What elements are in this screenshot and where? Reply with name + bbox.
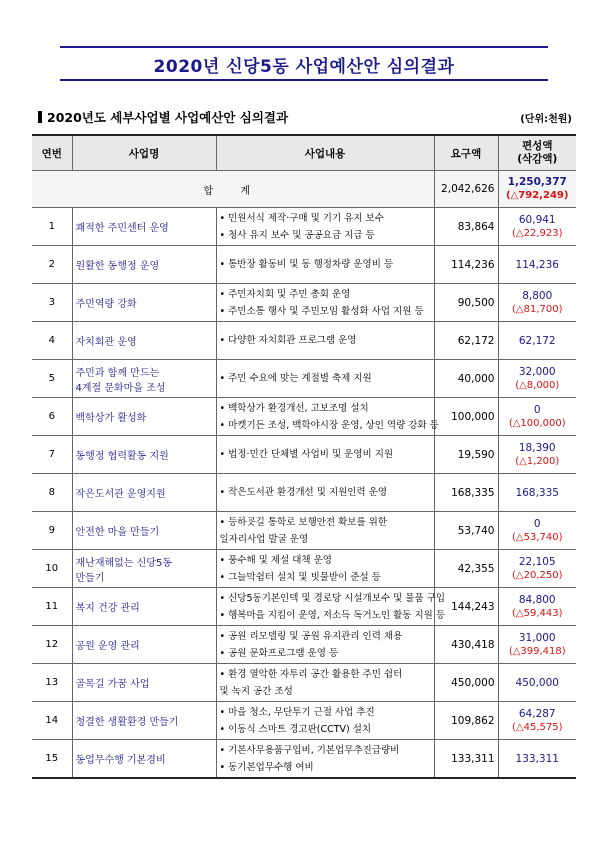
row-content <box>216 474 434 512</box>
row-request: 100,000 <box>434 398 498 436</box>
row-name-line: 자치회관 운영 <box>75 337 137 348</box>
row-content <box>216 436 434 474</box>
table-row <box>32 664 576 702</box>
row-content <box>216 588 446 626</box>
row-content-line: • 주민자치회 및 주민 총회 운영 <box>219 288 351 300</box>
table-row <box>32 360 576 398</box>
row-amount: 22,105 <box>518 555 556 568</box>
row-content <box>216 208 434 246</box>
row-name <box>72 398 216 436</box>
row-amount: 62,172 <box>518 334 556 347</box>
row-amount: 18,390 <box>518 441 556 454</box>
row-name-line: 백학상가 활성화 <box>75 413 147 424</box>
row-name-line: 주민역량 강화 <box>75 299 137 310</box>
header-amount-line1: 편성액 <box>522 140 553 152</box>
row-content-line: • 등하굣길 통학로 보행안전 확보를 위한 <box>219 516 388 528</box>
row-amount-cell <box>498 322 576 360</box>
table-row <box>32 550 576 588</box>
row-content <box>216 702 434 740</box>
row-amount-cell <box>498 398 576 436</box>
row-name-line: 공원 운영 관리 <box>75 641 140 652</box>
row-name <box>72 588 216 626</box>
table-row <box>32 208 576 246</box>
row-name <box>72 512 216 550</box>
row-name <box>72 702 216 740</box>
row-request: 42,355 <box>434 550 498 588</box>
row-request: 133,311 <box>434 740 498 779</box>
row-content-line: • 백학상가 환경개선, 고보조명 설치 <box>219 402 369 414</box>
row-request: 62,172 <box>434 322 498 360</box>
row-content-line: • 민원서식 제작·구매 및 기기 유지 보수 <box>219 212 384 224</box>
header-amount <box>498 135 576 171</box>
row-content-line: • 마켓기든 조성, 백학야시장 운영, 상인 역량 강화 등 <box>219 419 439 431</box>
row-content <box>216 398 439 436</box>
row-cut: (△399,418) <box>508 645 566 657</box>
row-content <box>216 322 434 360</box>
row-name <box>72 626 216 664</box>
row-name-line: 청결한 생활환경 만들기 <box>75 717 179 728</box>
row-content-line: • 동기본업무수행 여비 <box>219 761 314 773</box>
row-cut: (△81,700) <box>512 303 563 315</box>
row-request: 144,243 <box>434 588 498 626</box>
row-amount-cell <box>498 246 576 284</box>
row-amount: 60,941 <box>518 213 556 226</box>
row-content-line: • 작은도서관 환경개선 및 지원인력 운영 <box>219 487 388 498</box>
total-request: 2,042,626 <box>434 171 498 208</box>
row-request: 90,500 <box>434 284 498 322</box>
header-name: 사업명 <box>72 135 216 171</box>
header-content: 사업내용 <box>216 135 434 171</box>
table-row <box>32 740 576 779</box>
row-name-line: 동행정 협력활동 지원 <box>75 451 169 462</box>
row-cut: (△59,443) <box>512 607 563 619</box>
row-content-line: • 신당5동기본인덱 및 경로당 시설개보수 및 물품 구입 <box>219 592 446 604</box>
row-name <box>72 284 216 322</box>
row-request: 19,590 <box>434 436 498 474</box>
row-no: 1 <box>32 208 72 246</box>
page-title: 2020년 신당5동 사업예산안 심의결과 <box>153 57 455 77</box>
row-amount-cell <box>498 360 576 398</box>
row-cut: (△100,000) <box>508 417 566 429</box>
row-content-line: • 다양한 자치회관 프로그램 운영 <box>219 335 357 346</box>
bullet-marker-icon <box>38 111 42 123</box>
table-row <box>32 284 576 322</box>
row-no: 10 <box>32 550 72 588</box>
row-no: 6 <box>32 398 72 436</box>
table-row <box>32 588 576 626</box>
row-amount-cell <box>498 512 576 550</box>
row-amount-cell <box>498 436 576 474</box>
total-amount: 1,250,377 <box>507 176 567 188</box>
table-row <box>32 398 576 436</box>
row-request: 40,000 <box>434 360 498 398</box>
table-row <box>32 474 576 512</box>
row-no: 15 <box>32 740 72 779</box>
row-no: 2 <box>32 246 72 284</box>
row-no: 8 <box>32 474 72 512</box>
row-content-line: • 그늘막쉼터 설치 및 빗물받이 준설 등 <box>219 571 381 583</box>
table-row <box>32 436 576 474</box>
row-name-line: 안전한 마을 만들기 <box>75 527 160 538</box>
table-row <box>32 626 576 664</box>
total-row <box>32 171 576 208</box>
row-name <box>72 322 216 360</box>
header-request: 요구액 <box>434 135 498 171</box>
title-bottom-rule <box>60 79 548 81</box>
row-name <box>72 740 216 779</box>
row-amount: 8,800 <box>522 289 553 302</box>
row-content-line: 일자리사업 발굴 운영 <box>219 533 309 545</box>
row-cut: (△45,575) <box>512 721 563 733</box>
row-no: 14 <box>32 702 72 740</box>
row-amount-cell <box>498 208 576 246</box>
total-amount-cell <box>498 171 576 208</box>
row-name <box>72 474 216 512</box>
row-content <box>216 626 434 664</box>
row-amount: 31,000 <box>518 631 556 644</box>
row-name-line: 복지 건강 관리 <box>75 603 140 614</box>
row-amount-cell <box>498 284 576 322</box>
row-cut: (△53,740) <box>512 531 563 543</box>
title-top-rule <box>60 46 548 48</box>
row-name <box>72 550 216 588</box>
row-name <box>72 664 216 702</box>
row-content-line: • 공원 리모델링 및 공원 유지관리 인력 채용 <box>219 630 403 642</box>
row-cut: (△20,250) <box>512 569 563 581</box>
row-amount-cell <box>498 740 576 779</box>
row-name <box>72 360 216 398</box>
row-amount: 84,800 <box>518 593 556 606</box>
total-label: 합 계 <box>32 171 434 208</box>
budget-table <box>32 134 576 779</box>
row-content <box>216 550 434 588</box>
row-amount: 450,000 <box>515 676 559 689</box>
row-name <box>72 436 216 474</box>
row-name-line: 원활한 동행정 운영 <box>75 261 160 272</box>
row-content <box>216 284 434 322</box>
row-content-line: • 기본사무용품구입비, 기본업무추진급량비 <box>219 744 400 756</box>
row-content-line: • 통반장 활동비 및 동 행정차량 운영비 등 <box>219 259 394 270</box>
row-amount: 0 <box>533 517 541 530</box>
row-amount: 64,287 <box>518 707 556 720</box>
row-no: 7 <box>32 436 72 474</box>
header-amount-line2: (삭감액) <box>517 153 558 165</box>
row-content <box>216 512 434 550</box>
section-title <box>38 108 288 126</box>
section-title-text: 2020년도 세부사업별 사업예산안 심의결과 <box>47 110 289 125</box>
row-content-line: • 환경 열악한 자투리 공간 활용한 주민 쉼터 <box>219 668 403 680</box>
total-cut: (△792,249) <box>506 190 569 201</box>
table-header-row <box>32 135 576 171</box>
row-content <box>216 740 434 779</box>
row-content-line: • 공원 문화프로그램 운영 등 <box>219 647 339 659</box>
row-name-line: 골목길 가꿈 사업 <box>75 679 150 690</box>
row-request: 450,000 <box>434 664 498 702</box>
row-content <box>216 664 434 702</box>
row-amount: 133,311 <box>515 752 559 765</box>
row-content-line: • 주민 수요에 맞는 계절별 축제 지원 <box>219 373 372 384</box>
unit-label: (단위:천원) <box>520 114 572 125</box>
row-no: 4 <box>32 322 72 360</box>
table-row <box>32 702 576 740</box>
row-content-line: • 법정·민간 단체별 사업비 및 운영비 지원 <box>219 449 394 460</box>
row-name <box>72 246 216 284</box>
row-request: 430,418 <box>434 626 498 664</box>
row-name-line: 4계절 문화마을 조성 <box>75 382 166 394</box>
table-row <box>32 512 576 550</box>
row-amount-cell <box>498 474 576 512</box>
table-row <box>32 322 576 360</box>
row-amount-cell <box>498 550 576 588</box>
row-no: 13 <box>32 664 72 702</box>
row-name-line: 쾌적한 주민센터 운영 <box>75 223 169 234</box>
row-amount-cell <box>498 588 576 626</box>
row-name-line: 만들기 <box>75 572 105 584</box>
row-content-line: • 이동식 스마트 경고판(CCTV) 설치 <box>219 723 372 735</box>
row-cut: (△1,200) <box>515 455 560 467</box>
row-no: 9 <box>32 512 72 550</box>
row-name-line: 작은도서관 운영지원 <box>75 489 166 500</box>
row-cut: (△8,000) <box>515 379 560 391</box>
row-content-line: • 청사 유지 보수 및 공공요금 지급 등 <box>219 229 375 241</box>
row-no: 3 <box>32 284 72 322</box>
row-name <box>72 208 216 246</box>
row-cut: (△22,923) <box>512 227 563 239</box>
row-amount: 168,335 <box>515 486 559 499</box>
row-name-line: 동업무수행 기본경비 <box>75 755 166 766</box>
row-request: 83,864 <box>434 208 498 246</box>
row-request: 109,862 <box>434 702 498 740</box>
row-content-line: • 행복마을 지킴이 운영, 저소득 독거노인 활동 지원 등 <box>219 609 445 621</box>
row-content <box>216 360 434 398</box>
row-amount-cell <box>498 664 576 702</box>
row-request: 168,335 <box>434 474 498 512</box>
row-no: 12 <box>32 626 72 664</box>
row-content-line: • 풍수해 및 제설 대책 운영 <box>219 554 332 566</box>
row-name-line: 주민과 함께 만드는 <box>75 367 160 379</box>
row-no: 5 <box>32 360 72 398</box>
row-content <box>216 246 434 284</box>
row-no: 11 <box>32 588 72 626</box>
row-amount-cell <box>498 626 576 664</box>
table-row <box>32 246 576 284</box>
row-request: 114,236 <box>434 246 498 284</box>
row-amount: 114,236 <box>515 258 559 271</box>
row-content-line: 및 녹지 공간 조성 <box>219 685 293 697</box>
row-amount: 0 <box>533 403 541 416</box>
row-content-line: • 주민소통 행사 및 주민모임 활성화 사업 지원 등 <box>219 305 424 317</box>
row-amount-cell <box>498 702 576 740</box>
header-no: 연번 <box>32 135 72 171</box>
row-name-line: 재난재해없는 신당5동 <box>75 557 172 569</box>
row-amount: 32,000 <box>518 365 556 378</box>
row-content-line: • 마을 청소, 무단투기 근절 사업 추진 <box>219 706 375 718</box>
row-request: 53,740 <box>434 512 498 550</box>
